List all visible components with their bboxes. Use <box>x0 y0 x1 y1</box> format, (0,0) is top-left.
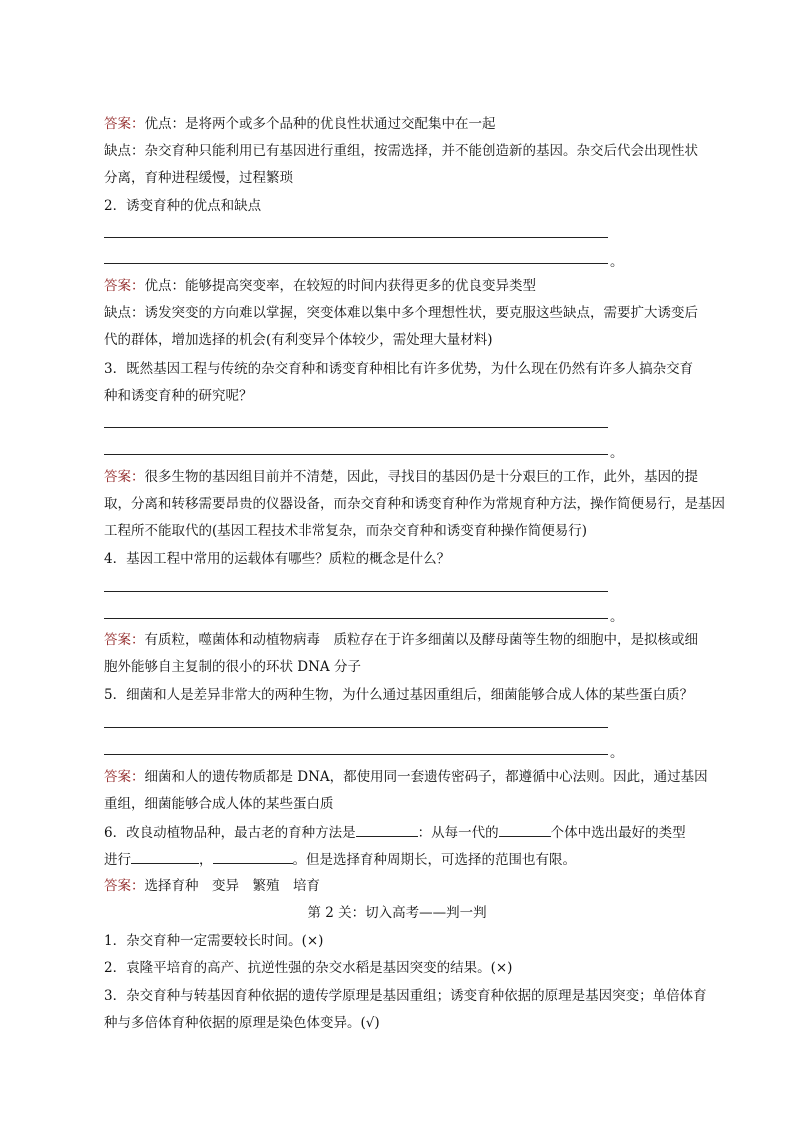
judge-item: 1．杂交育种一定需要较长时间。(×) <box>104 933 324 949</box>
q2-answer-line: 答案：优点：能够提高突变率，在较短的时间内获得更多的优良变异类型 <box>104 278 536 294</box>
fill-blank[interactable] <box>356 822 418 837</box>
blank-period: 。 <box>610 254 624 270</box>
fill-blank[interactable] <box>499 822 551 837</box>
answer-blank-line[interactable] <box>104 237 608 238</box>
q3-answer-line: 答案：很多生物的基因组目前并不清楚，因此，寻找目的基因仍是十分艰巨的工作，此外，基因的提 <box>104 469 698 485</box>
answer-blank-line[interactable] <box>104 591 608 592</box>
section-title: 第 2 关：切入高考——判一判 <box>307 905 487 921</box>
q3-question: 3．既然基因工程与传统的杂交育种和诱变育种相比有许多优势，为什么现在仍然有许多人搞杂交育 <box>104 361 694 377</box>
q1-answer-line: 缺点：杂交育种只能利用已有基因进行重组，按需选择，并不能创造新的基因。杂交后代会出现性状 <box>104 143 698 159</box>
answer-blank-line[interactable] <box>104 263 608 264</box>
judge-item: 2．袁隆平培育的高产、抗逆性强的杂交水稻是基因突变的结果。(×) <box>104 960 513 976</box>
answer-label: 答案： <box>104 769 145 785</box>
answer-blank-line[interactable] <box>104 454 608 455</box>
q4-answer-line: 胞外能够自主复制的很小的环状 DNA 分子 <box>104 659 361 675</box>
answer-blank-line[interactable] <box>104 427 608 428</box>
q4-question: 4．基因工程中常用的运载体有哪些？质粒的概念是什么？ <box>104 551 451 567</box>
answer-label: 答案： <box>104 469 145 485</box>
answer-blank-line[interactable] <box>104 727 608 728</box>
q2-answer-line: 代的群体，增加选择的机会(有利变异个体较少，需处理大量材料) <box>104 332 493 348</box>
blank-period: 。 <box>610 745 624 761</box>
q4-answer-line: 答案：有质粒，噬菌体和动植物病毒 质粒存在于许多细菌以及酵母菌等生物的细胞中，是拟核或细 <box>104 632 698 648</box>
answer-blank-line[interactable] <box>104 754 608 755</box>
answer-label: 答案： <box>104 278 145 294</box>
q5-answer-line: 重组，细菌能够合成人体的某些蛋白质 <box>104 796 334 812</box>
q6-question: 进行 ， 。但是选择育种周期长，可选择的范围也有限。 <box>104 849 576 870</box>
blank-period: 。 <box>610 609 624 625</box>
q3-answer-line: 取，分离和转移需要昂贵的仪器设备，而杂交育种和诱变育种作为常规育种方法，操作简便易行，是基因 <box>104 496 725 512</box>
judge-item: 种与多倍体育种依据的原理是染色体变异。(√) <box>104 1015 380 1031</box>
q1-answer-line: 答案：优点：是将两个或多个品种的优良性状通过交配集中在一起 <box>104 116 496 132</box>
q2-answer-line: 缺点：诱发突变的方向难以掌握，突变体难以集中多个理想性状，要克服这些缺点，需要扩大诱变后 <box>104 305 698 321</box>
answer-label: 答案： <box>104 116 145 132</box>
answer-blank-line[interactable] <box>104 618 608 619</box>
q1-answer-line: 分离，育种进程缓慢，过程繁琐 <box>104 170 293 186</box>
fill-blank[interactable] <box>213 849 293 864</box>
q2-question: 2．诱变育种的优点和缺点 <box>104 198 262 214</box>
fill-blank[interactable] <box>131 849 199 864</box>
q3-answer-line: 工程所不能取代的(基因工程技术非常复杂，而杂交育种和诱变育种操作简便易行) <box>104 523 588 539</box>
q3-question: 种和诱变育种的研究呢？ <box>104 388 253 404</box>
answer-label: 答案： <box>104 632 145 648</box>
q5-question: 5．细菌和人是差异非常大的两种生物，为什么通过基因重组后，细菌能够合成人体的某些蛋白质？ <box>104 687 694 703</box>
q6-answer-line: 答案：选择育种 变异 繁殖 培育 <box>104 878 320 894</box>
answer-label: 答案： <box>104 878 145 894</box>
blank-period: 。 <box>610 445 624 461</box>
q6-question: 6．改良动植物品种，最古老的育种方法是 ：从每一代的 个体中选出最好的类型 <box>104 822 686 843</box>
judge-item: 3．杂交育种与转基因育种依据的遗传学原理是基因重组；诱变育种依据的原理是基因突变；单倍体育 <box>104 988 707 1004</box>
q5-answer-line: 答案：细菌和人的遗传物质都是 DNA，都使用同一套遗传密码子，都遵循中心法则。因此，通过基因 <box>104 769 708 785</box>
